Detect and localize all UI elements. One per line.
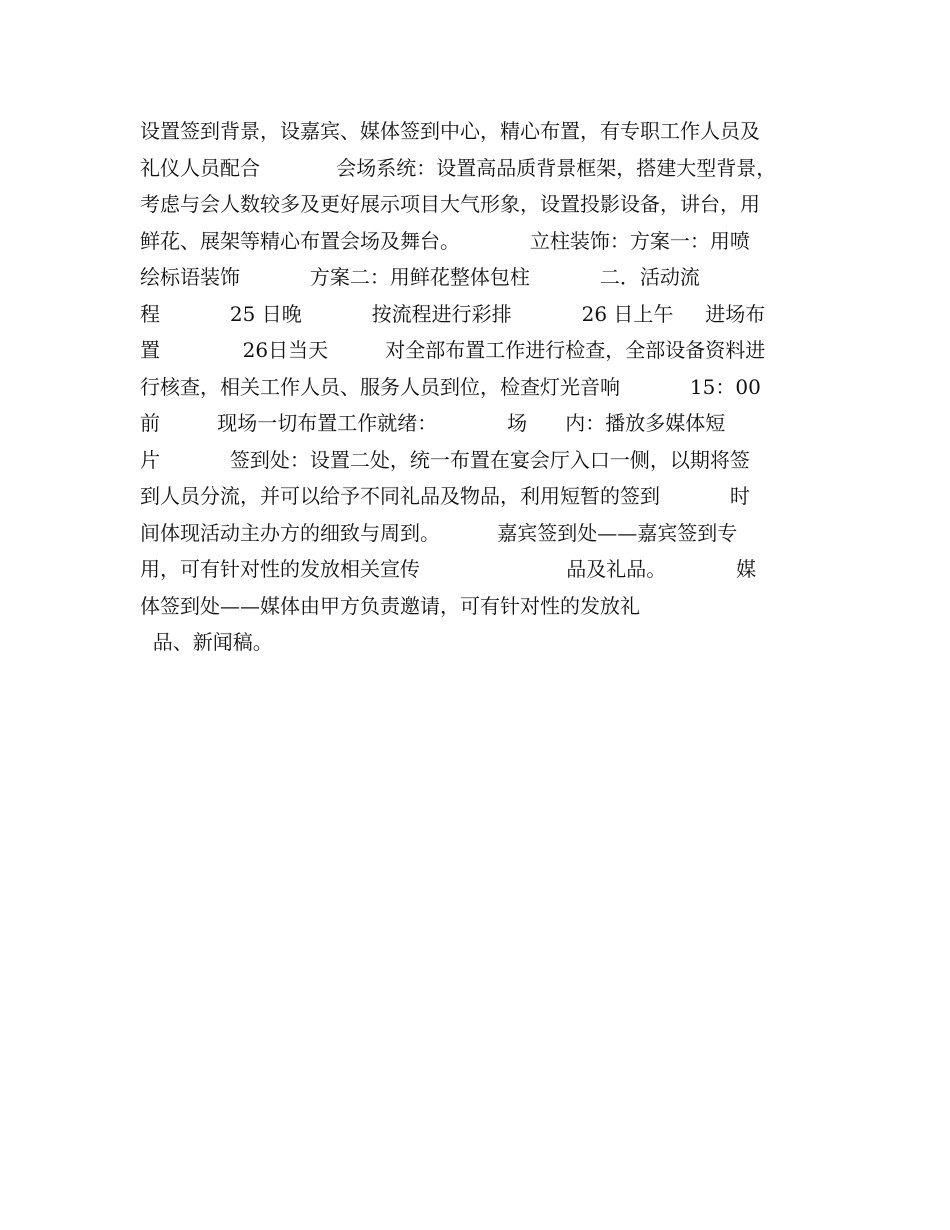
text-line: 鲜花、展架等精心布置会场及舞台。 立柱装饰：方案一：用喷 (140, 228, 750, 253)
text-line: 前 现场一切布置工作就绪： 场 内：播放多媒体短 (140, 411, 726, 435)
text-line: 绘标语装饰 方案二：用鲜花整体包柱 二．活动流 (140, 265, 700, 289)
text-line: 体签到处——媒体由甲方负责邀请，可有针对性的发放礼 (140, 593, 640, 618)
body-text (140, 113, 820, 661)
text-line: 置 26日当天 对全部布置工作进行检查，全部设备资料进 (140, 338, 766, 362)
text-line: 考虑与会人数较多及更好展示项目大气形象，设置投影设备，讲台，用 (140, 192, 760, 216)
text-line: 间体现活动主办方的细致与周到。 嘉宾签到处——嘉宾签到专 (140, 520, 738, 545)
text-line: 到人员分流，并可以给予不同礼品及物品，利用短暂的签到 时 (140, 484, 750, 508)
text-line: 设置签到背景，设嘉宾、媒体签到中心，精心布置，有专职工作人员及 (140, 119, 760, 143)
text-line: 片 签到处：设置二处，统一布置在宴会厅入口一侧，以期将签 (140, 447, 750, 472)
text-line: 程 25 日晚 按流程进行彩排 26 日上午 进场布 (140, 301, 766, 326)
text-line: 用，可有针对性的发放相关宣传 品及礼品。 媒 (140, 557, 757, 581)
text-line: 品、新闻稿。 (140, 630, 273, 654)
text-line: 礼仪人员配合 会场系统：设置高品质背景框架，搭建大型背景， (140, 155, 777, 180)
text-line: 行核查，相关工作人员、服务人员到位，检查灯光音响 15：00 (140, 374, 761, 399)
